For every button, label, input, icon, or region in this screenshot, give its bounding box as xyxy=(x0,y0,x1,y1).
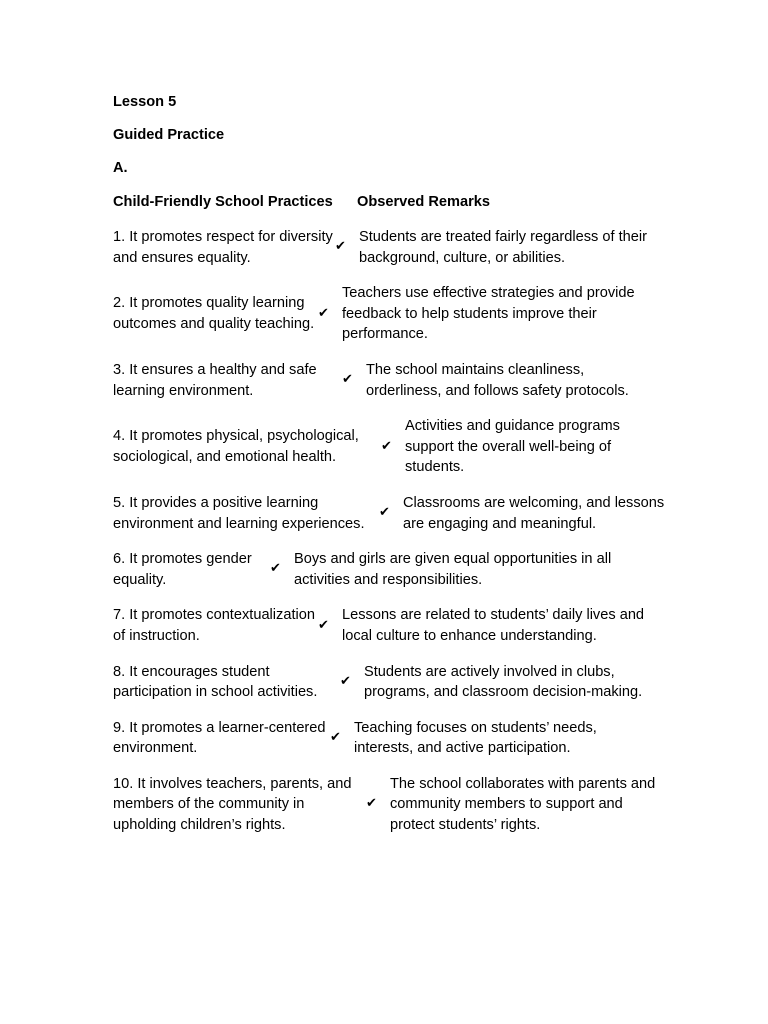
practice-row xyxy=(113,227,673,268)
document-page xyxy=(113,92,673,851)
practice-text: 3. It ensures a healthy and safe learning environment. xyxy=(113,361,317,399)
practice-row xyxy=(113,549,673,590)
checkmark-icon: ✔ xyxy=(381,438,392,454)
practice-row xyxy=(113,493,673,534)
practice-text: 7. It promotes contextualization of instruction. xyxy=(113,607,315,644)
column-headers xyxy=(113,192,673,212)
checkmark-icon: ✔ xyxy=(366,796,377,812)
practice-row xyxy=(113,774,673,836)
practice-row xyxy=(113,360,673,401)
lesson-title: Lesson 5 xyxy=(113,94,177,110)
practice-text: 4. It promotes physical, psychological, sociological, and emotional health. xyxy=(113,428,359,466)
checkmark-icon: ✔ xyxy=(340,673,351,689)
practice-rows xyxy=(113,227,673,836)
practice-text: 5. It provides a positive learning environment and learning experiences. xyxy=(113,494,365,532)
checkmark-icon: ✔ xyxy=(318,305,329,321)
practice-row xyxy=(113,718,673,759)
practice-text: 2. It promotes quality learning outcomes and quality teaching. xyxy=(113,295,315,333)
checkmark-icon: ✔ xyxy=(379,505,390,521)
practice-text: 9. It promotes a learner-centered environment. xyxy=(113,719,326,757)
practice-row xyxy=(113,605,673,646)
remarks-column-header: Observed Remarks xyxy=(357,194,491,210)
practice-text: 10. It involves teachers, parents, and members of the community in upholding children’s rights. xyxy=(113,775,352,834)
practice-row xyxy=(113,283,673,345)
checkmark-icon: ✔ xyxy=(342,372,353,388)
checkmark-icon: ✔ xyxy=(330,729,341,745)
section-title: Guided Practice xyxy=(113,127,225,143)
remark-text: The school maintains cleanliness, orderliness, and follows safety protocols. xyxy=(366,361,629,399)
remark-text: Classrooms are welcoming, and lessons are engaging and meaningful. xyxy=(403,494,665,532)
checkmark-icon: ✔ xyxy=(335,239,346,255)
practice-row xyxy=(113,662,673,703)
practice-text: 1. It promotes respect for diversity and ensures equality. xyxy=(113,229,333,266)
practices-column-header: Child-Friendly School Practices xyxy=(113,194,333,210)
practice-row xyxy=(113,416,673,478)
remark-text: Students are actively involved in clubs, programs, and classroom decision-making. xyxy=(364,663,643,701)
remark-text: Teachers use effective strategies and provide feedback to help students improve their performance. xyxy=(342,285,635,343)
remark-text: Activities and guidance programs support the overall well-being of students. xyxy=(405,418,620,476)
remark-text: Boys and girls are given equal opportunities in all activities and responsibilities. xyxy=(294,551,612,588)
part-label: A. xyxy=(113,160,128,176)
remark-text: Students are treated fairly regardless of their background, culture, or abilities. xyxy=(359,229,647,266)
remark-text: Teaching focuses on students’ needs, interests, and active participation. xyxy=(354,719,597,757)
remark-text: Lessons are related to students’ daily lives and local culture to enhance understanding. xyxy=(342,607,645,644)
practice-text: 8. It encourages student participation in school activities. xyxy=(113,663,318,701)
remark-text: The school collaborates with parents and community members to support and protect students’ rights. xyxy=(390,775,656,834)
checkmark-icon: ✔ xyxy=(270,561,281,577)
checkmark-icon: ✔ xyxy=(318,617,329,633)
practice-text: 6. It promotes gender equality. xyxy=(113,551,252,588)
